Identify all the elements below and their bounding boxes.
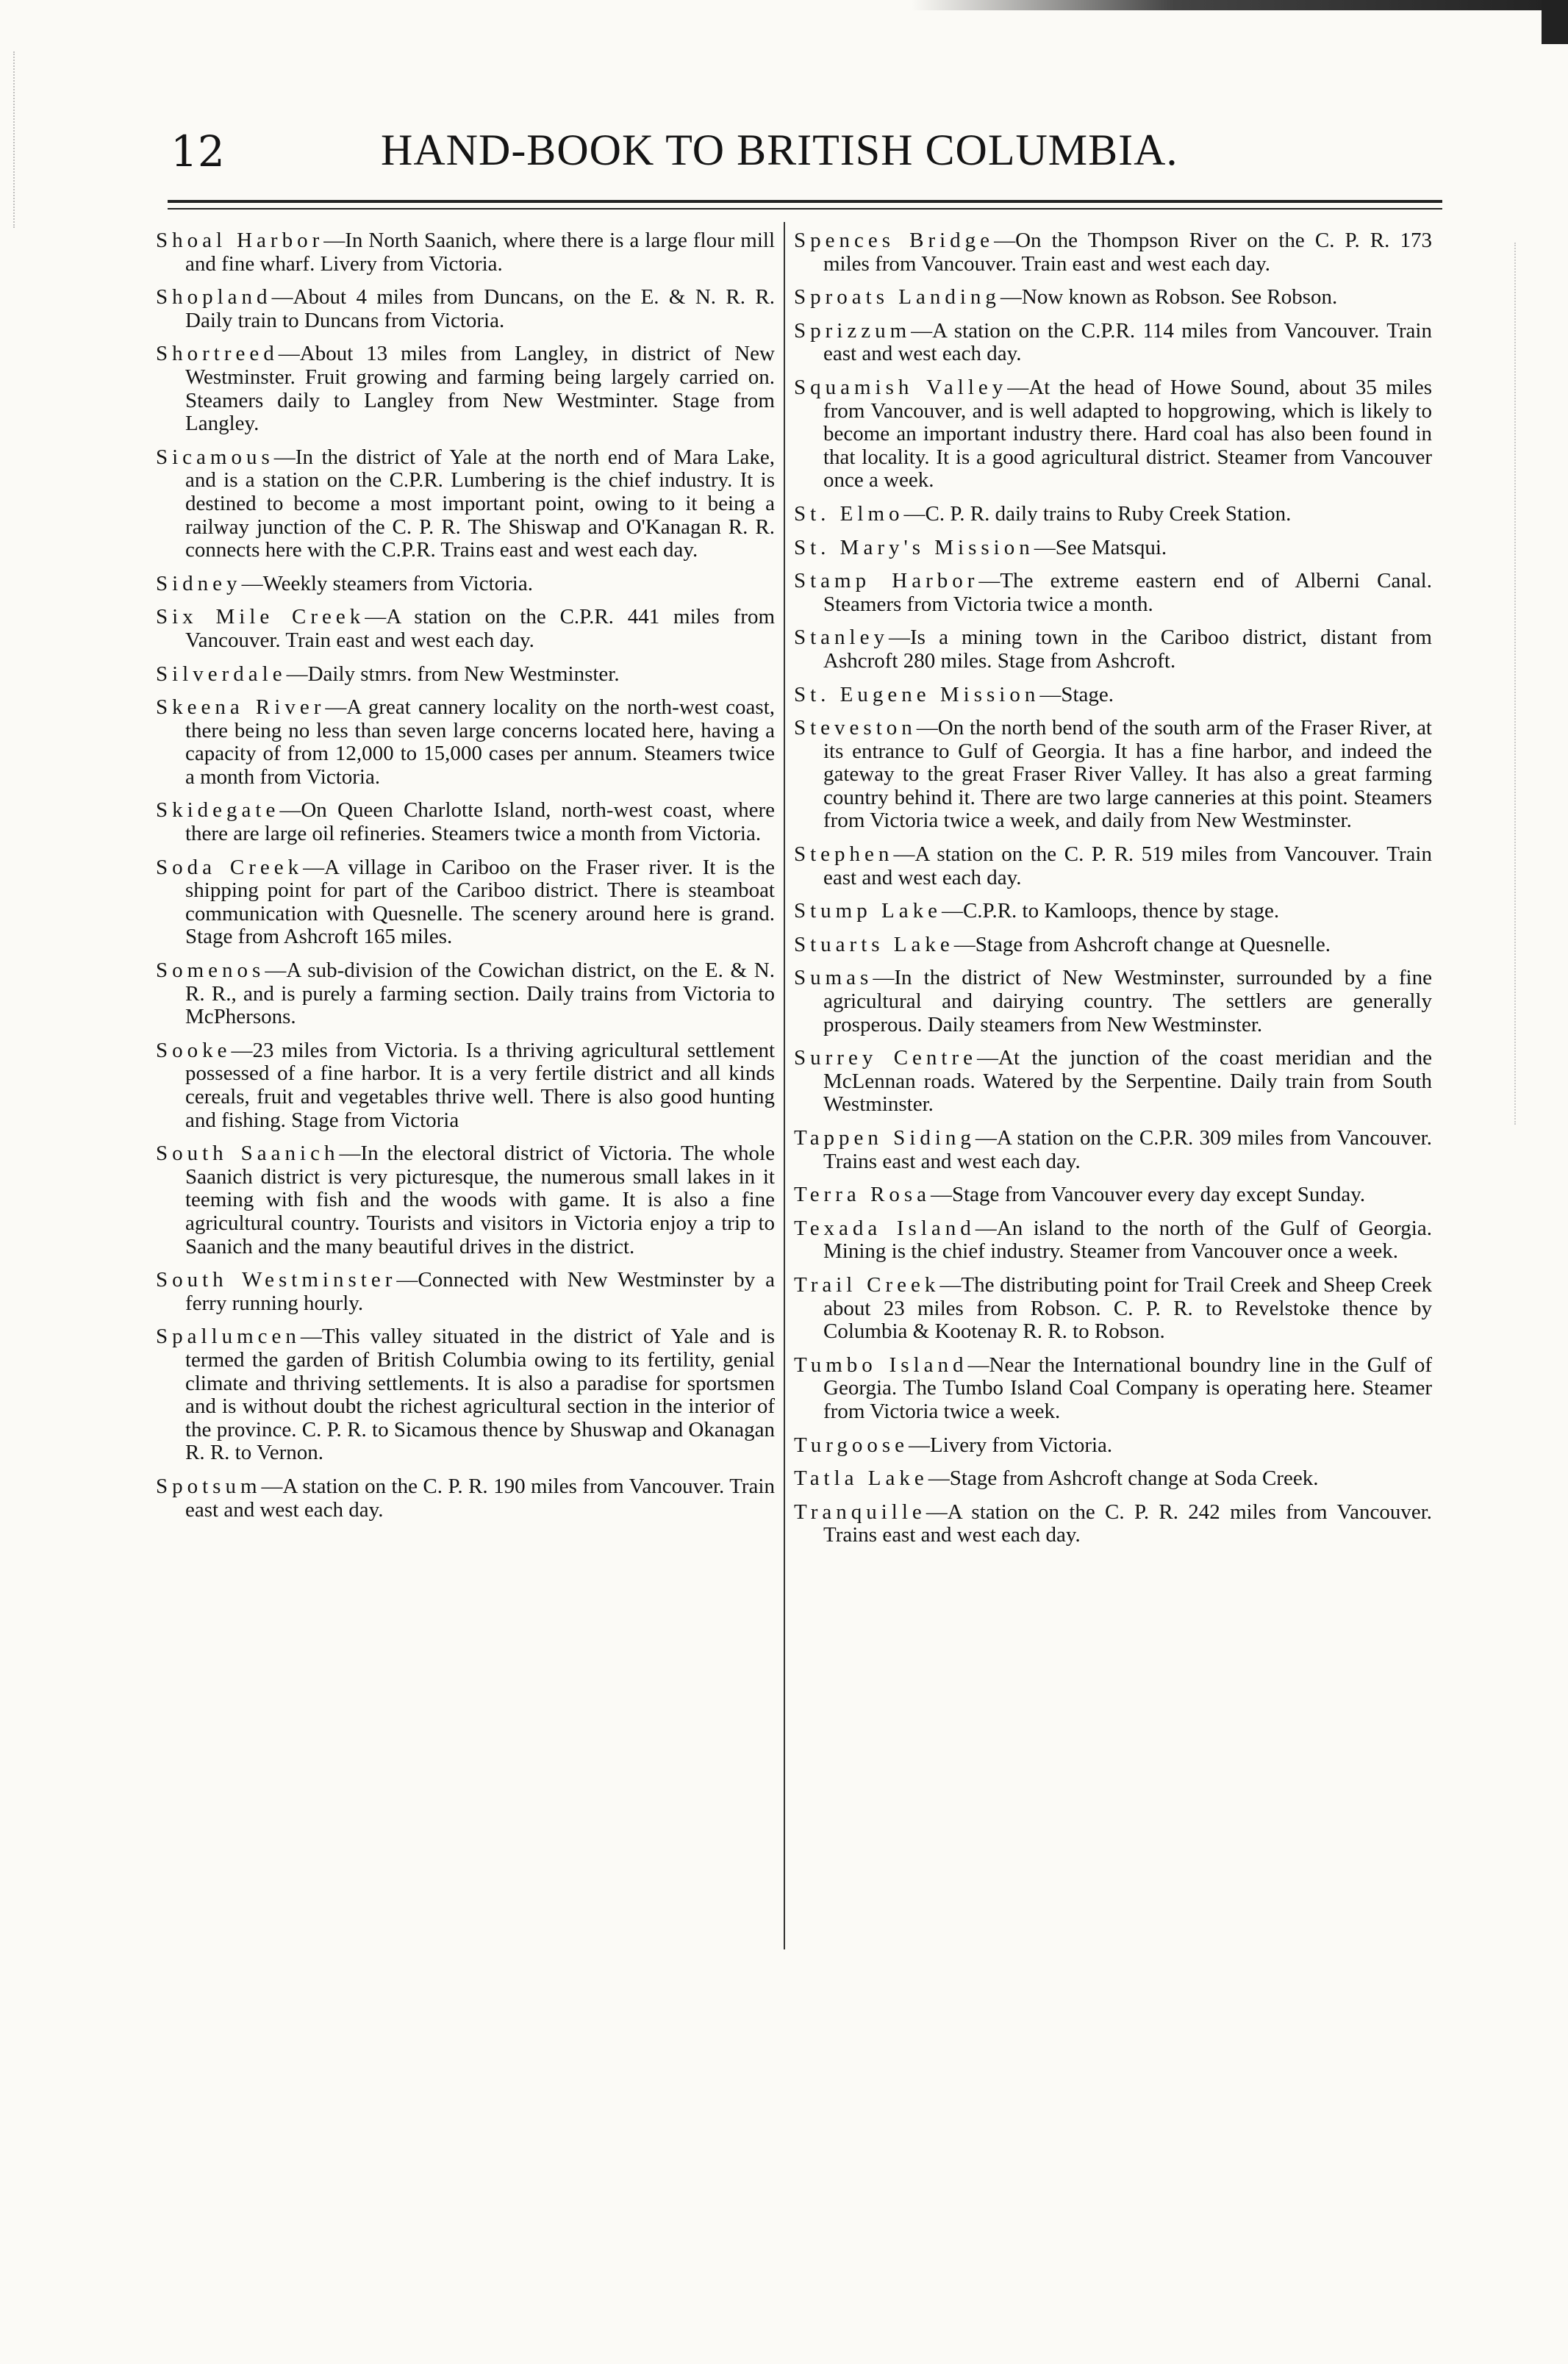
entry-headword: Six Mile Creek (156, 605, 365, 629)
gazetteer-entry (156, 229, 775, 276)
entry-text: —The extreme eastern end of Alberni Canal. Steamers from Victoria twice a month. (823, 569, 1432, 616)
entry-text: —Now known as Robson. See Robson. (1000, 285, 1338, 309)
scan-margin-marks (13, 51, 37, 228)
gazetteer-entry (794, 503, 1432, 526)
gazetteer-entry (156, 1475, 775, 1522)
gazetteer-entry (794, 1183, 1432, 1207)
entry-text: —A station on the C. P. R. 190 miles from Vancouver. Train east and west each day. (185, 1474, 775, 1522)
entry-text: —On the north bend of the south arm of the Fraser River, at its entrance to Gulf of Georgia. It has a fine harbor, and indeed the gateway to the great Fraser River Valley. It has also a great farming country behind it. There are two large canneries at this point. Steamers from Victoria twice a week, and daily from New Westminster. (823, 716, 1432, 833)
entry-headword: Stump Lake (794, 899, 942, 923)
entry-text: —A station on the C.P.R. 309 miles from Vancouver. Trains east and west each day. (823, 1126, 1432, 1173)
entry-text: —In the electoral district of Victoria. The whole Saanich district is very picturesque, the numerous small lakes in it teeming with fish and the woods with game. It is also a fine agricultural country. Tourists and visitors in Victoria enjoy a trip to Saanich and the many beautiful drives in the district. (185, 1142, 775, 1258)
entry-headword: St. Elmo (794, 501, 904, 526)
entry-headword: Stanley (794, 626, 889, 650)
gazetteer-entry (794, 1047, 1432, 1117)
gazetteer-entry (794, 1467, 1432, 1491)
gazetteer-entry (794, 1217, 1432, 1264)
gazetteer-entry (156, 286, 775, 332)
gazetteer-entry (794, 900, 1432, 923)
gazetteer-entry (156, 856, 775, 949)
gazetteer-entry (156, 1142, 775, 1258)
gazetteer-entry (794, 684, 1432, 707)
entry-headword: Sproats Landing (794, 285, 1000, 309)
entry-text: —In the district of New Westminster, surrounded by a fine agricultural and dairying country. The settlers are generally prosperous. Daily steamers from New Westminster. (823, 966, 1432, 1036)
entry-headword: Sidney (156, 571, 242, 595)
gazetteer-entry (794, 229, 1432, 276)
gazetteer-entry (156, 1039, 775, 1132)
entry-text: —This valley situated in the district of Yale and is termed the garden of British Columbia owing to its fertility, genial climate and thriving settlements. It is also a paradise for sportsmen and is without doubt the richest agricultural section in the interior of the province. C. P. R. to Sicamous thence by Shuswap and Okanagan R. R. to Vernon. (185, 1325, 775, 1465)
left-column (156, 229, 775, 1532)
entry-headword: Spallumcen (156, 1325, 301, 1349)
entry-text: —Near the International boundry line in the Gulf of Georgia. The Tumbo Island Coal Company is operating here. Steamer from Victoria twice a week. (823, 1353, 1432, 1423)
entry-text: —Stage from Ashcroft change at Quesnelle. (953, 932, 1331, 956)
entry-headword: Tappen Siding (794, 1126, 975, 1150)
gazetteer-entry (794, 934, 1432, 957)
entry-text: —An island to the north of the Gulf of Georgia. Mining is the chief industry. Steamer from Vancouver once a week. (823, 1216, 1432, 1264)
entry-text: —On the Thompson River on the C. P. R. 173 miles from Vancouver. Train east and west each day. (823, 229, 1432, 276)
entry-headword: St. Mary's Mission (794, 535, 1034, 559)
entry-headword: Skeena River (156, 695, 326, 720)
entry-text: —A sub-division of the Cowichan district, on the E. & N. R. R., and is purely a farming section. Daily trains from Victoria to McPhersons. (185, 959, 775, 1029)
entry-headword: Shopland (156, 285, 272, 309)
scan-corner-artifact (1542, 0, 1568, 44)
entry-text: —About 13 miles from Langley, in district of New Westminster. Fruit growing and farming being largely carried on. Steamers daily to Langley from New Westminter. Stage from Langley. (185, 342, 775, 436)
entry-headword: Sooke (156, 1038, 232, 1062)
entry-text: —Stage from Vancouver every day except Sunday. (931, 1183, 1366, 1207)
gazetteer-entry (794, 1354, 1432, 1424)
entry-headword: Sumas (794, 966, 873, 990)
entry-text: —On Queen Charlotte Island, north-west coast, where there are large oil refineries. Steamers twice a month from Victoria. (185, 798, 775, 846)
header-rule-thin (168, 208, 1442, 209)
entry-headword: Trail Creek (794, 1272, 940, 1297)
entry-headword: Skidegate (156, 798, 280, 823)
entry-headword: Spences Bridge (794, 229, 995, 252)
entry-text: —Stage from Ashcroft change at Soda Creek. (928, 1466, 1319, 1491)
entry-headword: Shortreed (156, 342, 279, 366)
entry-headword: Soda Creek (156, 855, 304, 879)
page-title: HAND-BOOK TO BRITISH COLUMBIA. (381, 126, 1178, 174)
entry-headword: Shoal Harbor (156, 229, 324, 252)
gazetteer-entry (156, 696, 775, 789)
entry-text: —In North Saanich, where there is a large flour mill and fine wharf. Livery from Victoria. (185, 229, 775, 276)
entry-text: —In the district of Yale at the north end of Mara Lake, and is a station on the C.P.R. Lumbering is the chief industry. It is destined to become a most important point, owing to it being a railway junction of the C. P. R. The Shiswap and O'Kanagan R. R. connects here with the C.P.R. Trains east and west each day. (185, 445, 775, 562)
scan-edge-artifact (912, 0, 1568, 10)
column-divider (784, 222, 785, 1949)
gazetteer-entry (794, 967, 1432, 1036)
entry-headword: Texada Island (794, 1216, 975, 1240)
gazetteer-entry (156, 1325, 775, 1465)
entry-text: —C. P. R. daily trains to Ruby Creek Station. (903, 501, 1292, 526)
gazetteer-entry (794, 626, 1432, 673)
entry-text: —Daily stmrs. from New Westminster. (286, 662, 620, 686)
entry-headword: Stephen (794, 842, 894, 867)
page-number: 12 (171, 126, 225, 176)
entry-text: —A great cannery locality on the north-west coast, there being no less than seven large concerns located here, having a capacity of from 12,000 to 15,000 cases per annum. Steamers twice a month from Victoria. (185, 695, 775, 789)
entry-text: —Weekly steamers from Victoria. (241, 571, 533, 595)
gazetteer-entry (794, 1127, 1432, 1173)
entry-headword: South Saanich (156, 1142, 340, 1166)
entry-text: —Is a mining town in the Cariboo district, distant from Ashcroft 280 miles. Stage from Ashcroft. (823, 626, 1432, 673)
gazetteer-entry (156, 959, 775, 1029)
entry-headword: Stamp Harbor (794, 569, 979, 593)
gazetteer-entry (156, 663, 775, 687)
gazetteer-entry (794, 537, 1432, 560)
entry-headword: Terra Rosa (794, 1183, 931, 1207)
gazetteer-entry (156, 606, 775, 652)
entry-headword: Spotsum (156, 1474, 262, 1498)
entry-headword: Surrey Centre (794, 1046, 977, 1070)
entry-text: —A station on the C. P. R. 519 miles from Vancouver. Train east and west each day. (823, 842, 1432, 889)
gazetteer-entry (794, 320, 1432, 366)
entry-text: —A station on the C.P.R. 441 miles from Vancouver. Train east and west each day. (185, 605, 776, 652)
gazetteer-entry (794, 286, 1432, 309)
entry-text: —Stage. (1039, 682, 1114, 706)
gazetteer-entry (156, 1269, 775, 1315)
gazetteer-entry (156, 446, 775, 562)
gazetteer-entry (794, 1274, 1432, 1344)
entry-headword: Somenos (156, 959, 265, 983)
gazetteer-entry (794, 376, 1432, 492)
gazetteer-entry (156, 343, 775, 435)
entry-headword: Tranquille (794, 1500, 926, 1524)
entry-headword: Turgoose (794, 1433, 909, 1457)
entry-headword: Steveston (794, 716, 917, 740)
entry-text: —A village in Cariboo on the Fraser river. It is the shipping point for part of the Cariboo district. There is steamboat communication with Quesnelle. The scenery around here is grand. Stage from Ashcroft 165 miles. (185, 855, 775, 949)
entry-text: —A station on the C.P.R. 114 miles from Vancouver. Train east and west each day. (823, 318, 1432, 366)
gazetteer-entry (156, 799, 775, 845)
entry-text: —See Matsqui. (1034, 535, 1167, 559)
gazetteer-entry (794, 570, 1432, 616)
scan-margin-marks-right (1470, 243, 1516, 1125)
entry-headword: Squamish Valley (794, 375, 1008, 399)
entry-text: —Livery from Victoria. (909, 1433, 1113, 1457)
entry-headword: Stuarts Lake (794, 932, 954, 956)
entry-headword: Tumbo Island (794, 1353, 968, 1377)
entry-text: —At the head of Howe Sound, about 35 miles from Vancouver, and is well adapted to hopgrowing, which is likely to become an important industry there. Hard coal has also been found in that locality. It is a good agricultural district. Steamer from Vancouver once a week. (823, 375, 1432, 492)
entry-text: —About 4 miles from Duncans, on the E. & N. R. R. Daily train to Duncans from Victoria. (185, 285, 775, 332)
entry-text: —23 miles from Victoria. Is a thriving agricultural settlement possessed of a fine harbor. It is a very fertile district and all kinds cereals, fruit and vegetables thrive well. There is also good hunting and fishing. Stage from Victoria (185, 1038, 775, 1132)
entry-text: —Connected with New Westminster by a ferry running hourly. (185, 1268, 775, 1315)
entry-headword: Tatla Lake (794, 1466, 928, 1491)
entry-headword: Sicamous (156, 445, 274, 469)
entry-text: —At the junction of the coast meridian and the McLennan roads. Watered by the Serpentine. Daily train from South Westminster. (823, 1046, 1433, 1117)
right-column (794, 229, 1432, 1558)
entry-headword: St. Eugene Mission (794, 682, 1040, 706)
gazetteer-entry (794, 1501, 1432, 1547)
entry-headword: Silverdale (156, 662, 287, 686)
entry-text: —A station on the C. P. R. 242 miles from Vancouver. Trains east and west each day. (823, 1500, 1432, 1547)
gazetteer-entry (156, 573, 775, 596)
entry-headword: Sprizzum (794, 318, 912, 343)
entry-headword: South Westminster (156, 1268, 397, 1292)
entry-text: —C.P.R. to Kamloops, thence by stage. (941, 899, 1280, 923)
header-rule (168, 200, 1442, 203)
entry-text: —The distributing point for Trail Creek and Sheep Creek about 23 miles from Robson. C. P. R. to Revelstoke thence by Columbia & Kootenay R. R. to Robson. (823, 1272, 1432, 1344)
gazetteer-entry (794, 717, 1432, 833)
gazetteer-entry (794, 1434, 1432, 1458)
gazetteer-entry (794, 843, 1432, 889)
